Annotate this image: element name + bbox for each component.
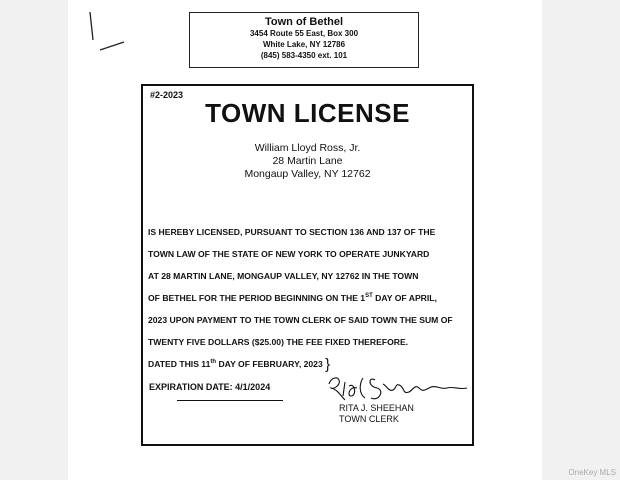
body-line: IS HEREBY LICENSED, PURSUANT TO SECTION 136 AND 137 OF THE — [148, 227, 436, 237]
body-line: 2023 UPON PAYMENT TO THE TOWN CLERK OF SAID TOWN THE SUM OF — [148, 315, 453, 325]
clerk-name: RITA J. SHEEHAN — [339, 403, 414, 413]
body-line: TOWN LAW OF THE STATE OF NEW YORK TO OPERATE JUNKYARD — [148, 249, 430, 259]
licensee-street: 28 Martin Lane — [272, 155, 343, 167]
license-title: TOWN LICENSE — [205, 98, 410, 128]
body-line: OF BETHEL FOR THE PERIOD BEGINNING ON THE 1ST DAY OF APRIL, — [148, 293, 437, 303]
expiration-date: EXPIRATION DATE: 4/1/2024 — [149, 382, 271, 392]
license-certificate — [141, 84, 474, 446]
clerk-title: TOWN CLERK — [339, 414, 399, 424]
watermark: OneKey MLS — [568, 468, 616, 477]
letterhead-box — [189, 12, 419, 68]
licensee-block — [143, 142, 472, 181]
license-number: #2-2023 — [150, 90, 184, 100]
city-line: White Lake, NY 12786 — [262, 40, 346, 49]
signature-line — [177, 400, 283, 401]
licensee-name: William Lloyd Ross, Jr. — [254, 142, 361, 154]
dated-line: DATED THIS 11th DAY OF FEBRUARY, 2023 } — [148, 356, 331, 373]
body-line: AT 28 MARTIN LANE, MONGAUP VALLEY, NY 12762 IN THE TOWN — [148, 271, 419, 281]
body-line: TWENTY FIVE DOLLARS ($25.00) THE FEE FIXED THEREFORE. — [148, 337, 409, 347]
pen-mark — [86, 12, 132, 56]
town-name: Town of Bethel — [264, 16, 343, 28]
license-body — [148, 221, 467, 375]
phone-line: (845) 583-4350 ext. 101 — [260, 51, 348, 60]
clerk-block — [339, 403, 414, 425]
brace-mark: } — [325, 356, 331, 373]
clerk-signature — [323, 374, 473, 406]
address-line: 3454 Route 55 East, Box 300 — [249, 29, 359, 38]
licensee-city: Mongaup Valley, NY 12762 — [244, 168, 371, 180]
